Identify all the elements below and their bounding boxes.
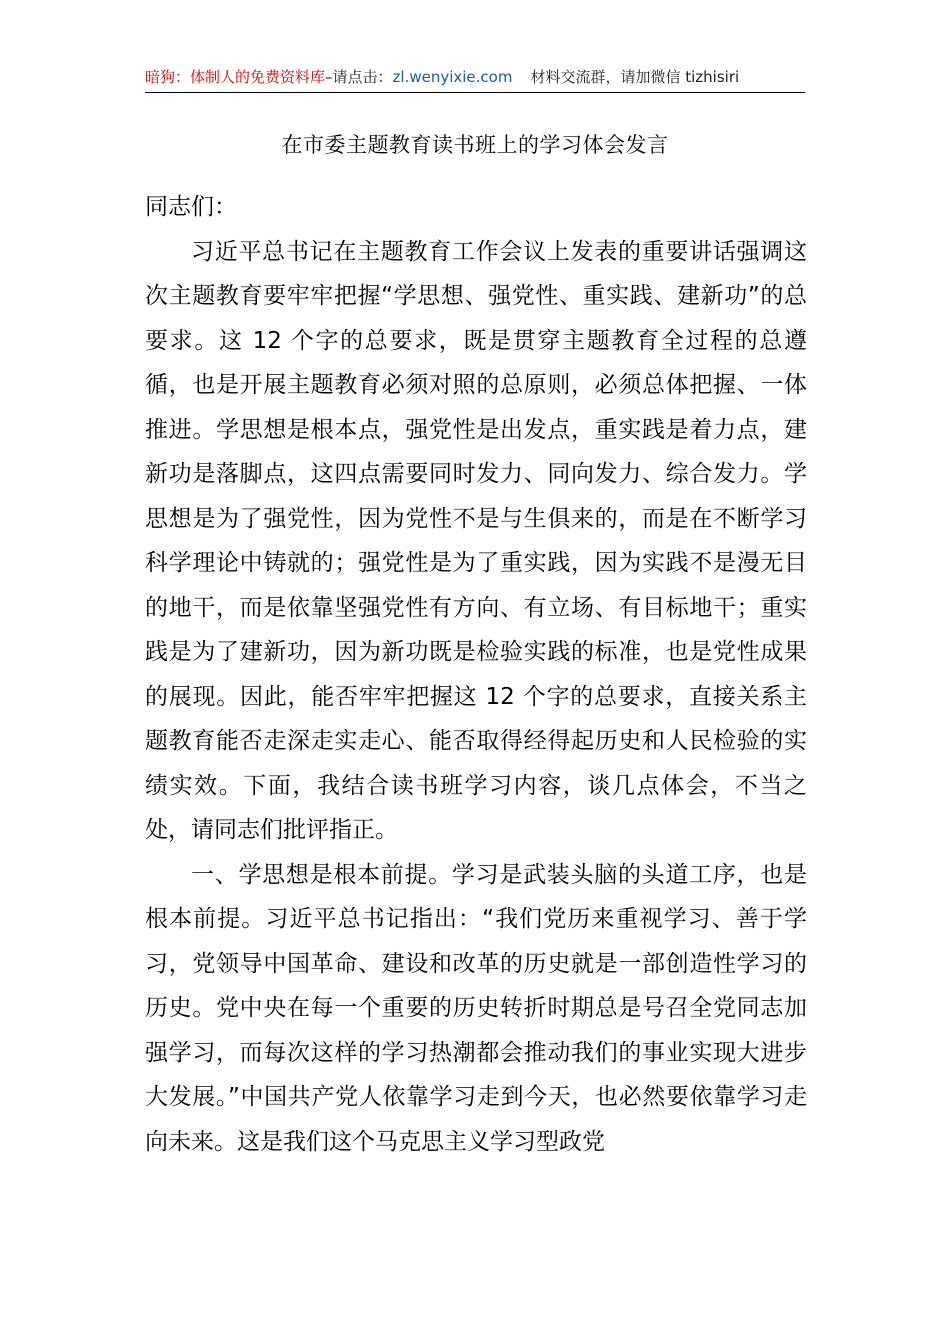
header-site-name: 暗狗：体制人的免费资料库	[145, 68, 326, 86]
paragraph-section-one: 一、学思想是根本前提。学习是武装头脑的头道工序，也是根本前提。习近平总书记指出：“我们党历来重视学习、善于学习，党领导中国革命、建设和改革的历史就是一部创造性学习的历史。党中央在每一个重要的历史转折时期总是号召全党同志加强学习，而每次这样的学习热潮都会推动我们的事业实现大进步大发展。”中国共产党人依靠学习走到今天，也必然要依靠学习走向未来。这是我们这个马克思主义学习型政党	[145, 861, 807, 1155]
document-title: 在市委主题教育读书班上的学习体会发言	[281, 133, 669, 157]
header-group-note: 材料交流群，请加微信 tizhisiri	[530, 68, 740, 86]
paragraph-intro: 习近平总书记在主题教育工作会议上发表的重要讲话强调这次主题教育要牢牢把握“学思想、强党性、重实践、建新功”的总要求。这 12 个字的总要求，既是贯穿主题教育全过程的总遵循，也是开展主题教育必须对照的总原则，必须总体把握、一体推进。学思想是根本点，强党性是出发点，重实践是着力点，建新功是落脚点，这四点需要同时发力、同向发力、综合发力。学思想是为了强党性，因为党性不是与生俱来的，而是在不断学习科学理论中铸就的；强党性是为了重实践，因为实践不是漫无目的地干，而是依靠坚强党性有方向、有立场、有目标地干；重实践是为了建新功，因为新功既是检验实践的标准，也是党性成果的展现。因此，能否牢牢把握这 12 个字的总要求，直接关系主题教育能否走深走实走心、能否取得经得起历史和人民检验的实绩实效。下面，我结合读书班学习内容，谈几点体会，不当之处，请同志们批评指正。	[145, 238, 807, 843]
page-header	[145, 62, 805, 93]
header-url-link[interactable]: zl.wenyixie.com	[392, 68, 513, 86]
document-body	[145, 185, 807, 1164]
header-click-prompt: –请点击：	[325, 68, 393, 86]
salutation: 同志们：	[145, 194, 237, 220]
